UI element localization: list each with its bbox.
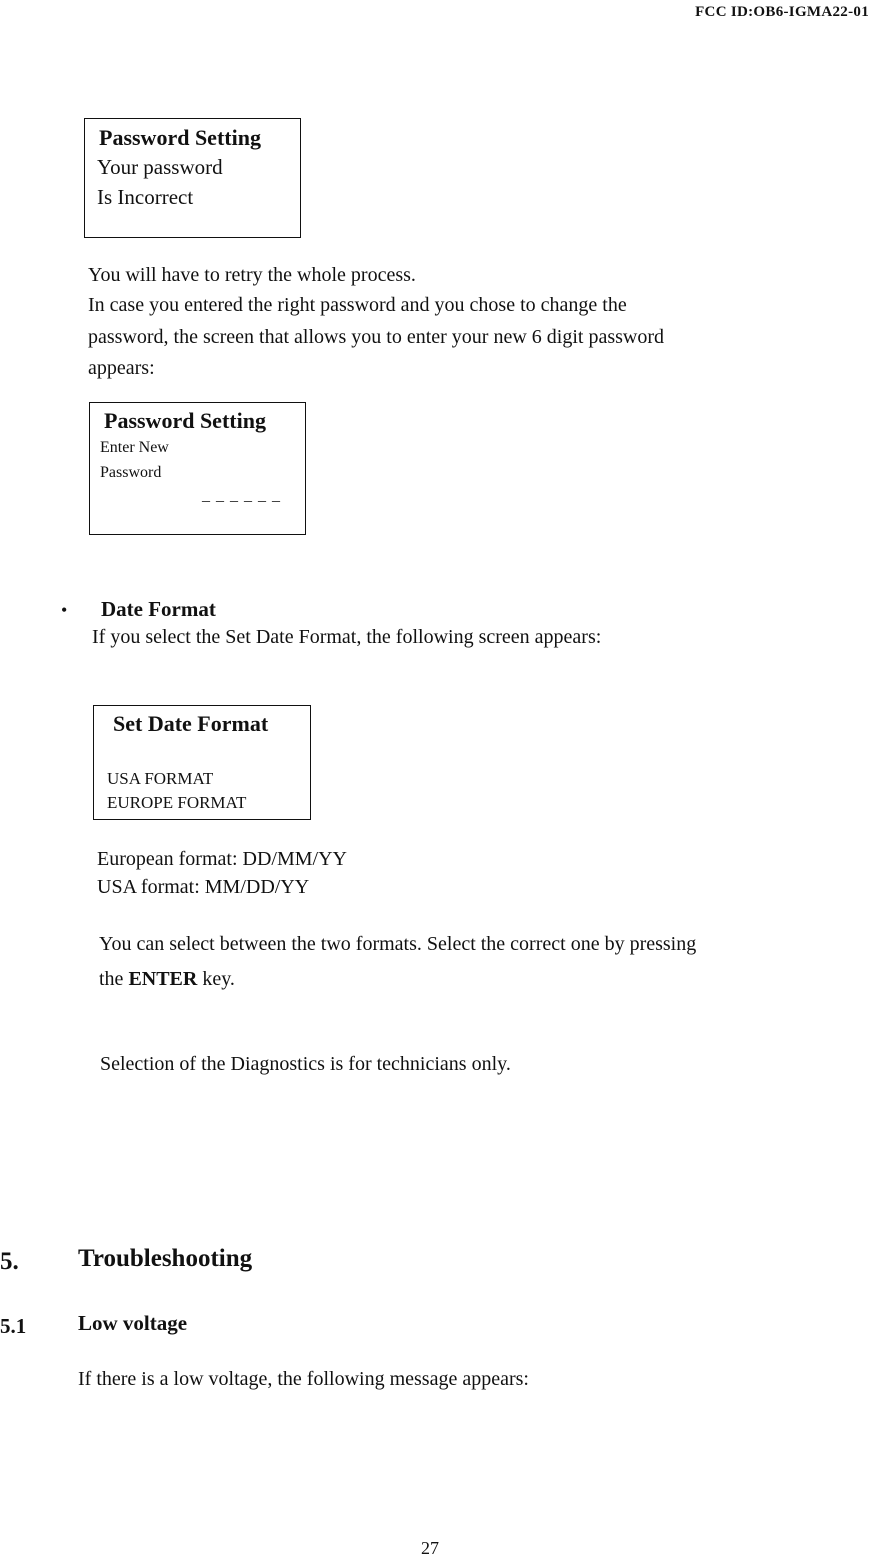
page-number: 27	[421, 1538, 439, 1558]
low-voltage-text: If there is a low voltage, the following message appears:	[78, 1368, 529, 1390]
lcd-title: Set Date Format	[113, 711, 269, 736]
lcd-password-incorrect	[84, 118, 301, 238]
lcd-title: Password Setting	[99, 125, 261, 150]
lcd-set-date-format	[93, 705, 311, 820]
retry-line: In case you entered the right password and you chose to change the	[88, 294, 627, 316]
subsection-title: Low voltage	[78, 1311, 188, 1335]
lcd-option-europe: EUROPE FORMAT	[107, 793, 247, 812]
diagnostics-note: Selection of the Diagnostics is for technicians only.	[100, 1053, 511, 1075]
section-number: 5.	[0, 1248, 19, 1275]
retry-line: password, the screen that allows you to enter your new 6 digit password	[88, 326, 664, 348]
lcd-option-usa: USA FORMAT	[107, 769, 214, 788]
lcd-title: Password Setting	[104, 408, 266, 433]
section-title: Troubleshooting	[78, 1245, 253, 1272]
lcd-line: Enter New	[100, 439, 169, 456]
date-format-heading: Date Format	[101, 597, 216, 621]
usa-format: USA format: MM/DD/YY	[97, 876, 310, 898]
select-line: You can select between the two formats. Select the correct one by pressing	[99, 933, 697, 955]
european-format: European format: DD/MM/YY	[97, 848, 347, 870]
lcd-line: Your password	[97, 155, 223, 179]
retry-line: You will have to retry the whole process.	[88, 264, 416, 286]
enter-key-label: ENTER	[128, 968, 198, 990]
select-pre: the	[99, 968, 129, 990]
select-line-2	[99, 964, 235, 994]
lcd-enter-new-password	[89, 402, 306, 535]
bullet-dot: •	[61, 600, 68, 620]
lcd-line: Is Incorrect	[97, 185, 194, 209]
document-id: FCC ID:OB6-IGMA22-01	[695, 4, 869, 20]
lcd-line: Password	[100, 464, 162, 481]
password-dashes: _ _ _ _ _ _	[202, 487, 281, 504]
retry-line: appears:	[88, 357, 155, 379]
select-post: key.	[197, 968, 235, 990]
date-format-intro: If you select the Set Date Format, the following screen appears:	[92, 626, 602, 648]
subsection-number: 5.1	[0, 1314, 27, 1338]
